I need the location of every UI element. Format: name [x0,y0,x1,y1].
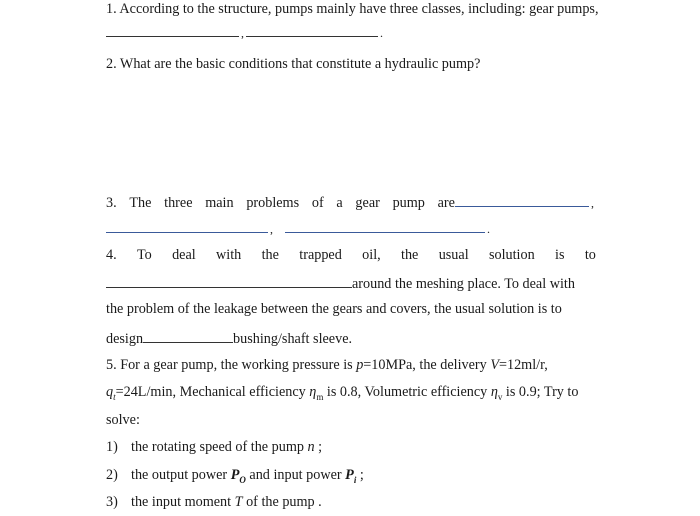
answer-blank[interactable] [285,218,485,233]
answer-blank[interactable] [106,22,239,37]
question-2-text: 2. What are the basic conditions that constitute a hydraulic pump? [106,56,481,72]
question-4-line-1: 4. To deal with the trapped oil, the usual solution is to [106,247,596,263]
question-4-line-2: around the meshing place. To deal with [106,273,596,293]
question-3-line-2: , . [106,218,596,238]
question-4-line-3: the problem of the leakage between the gears and covers, the usual solution is to [106,301,562,317]
answer-blank[interactable] [455,192,589,207]
question-5-line-3: solve: [106,412,140,428]
answer-blank[interactable] [246,22,378,37]
question-5-line-1: 5. For a gear pump, the working pressure is p=10MPa, the delivery V=12ml/r, [106,357,548,373]
question-5-sub-1: 1) the rotating speed of the pump n ; [106,439,323,455]
question-3-line-1: 3. The three main problems of a gear pump are , [106,192,596,212]
question-5-line-2: $q_t=24L/\min$, Mechanical efficiency $\eta_m$ is 0.8, Volumetric efficiency $\eta_v$ is 0.9; Try to [106,384,579,402]
answer-blank[interactable] [143,328,233,343]
question-1-text: 1. According to the structure, pumps mainly have three classes, including: gear pumps, [106,1,599,17]
question-4-line-4: design bushing/shaft sleeve. [106,328,596,348]
answer-blank[interactable] [106,273,352,288]
answer-blank[interactable] [106,218,268,233]
question-1-answer-line: , . [106,22,596,42]
question-5-sub-3: 3) the input moment T of the pump . [106,494,322,510]
question-5-sub-2: 2) the output power $P_O$ and input power $P_i$ ; [106,467,364,485]
